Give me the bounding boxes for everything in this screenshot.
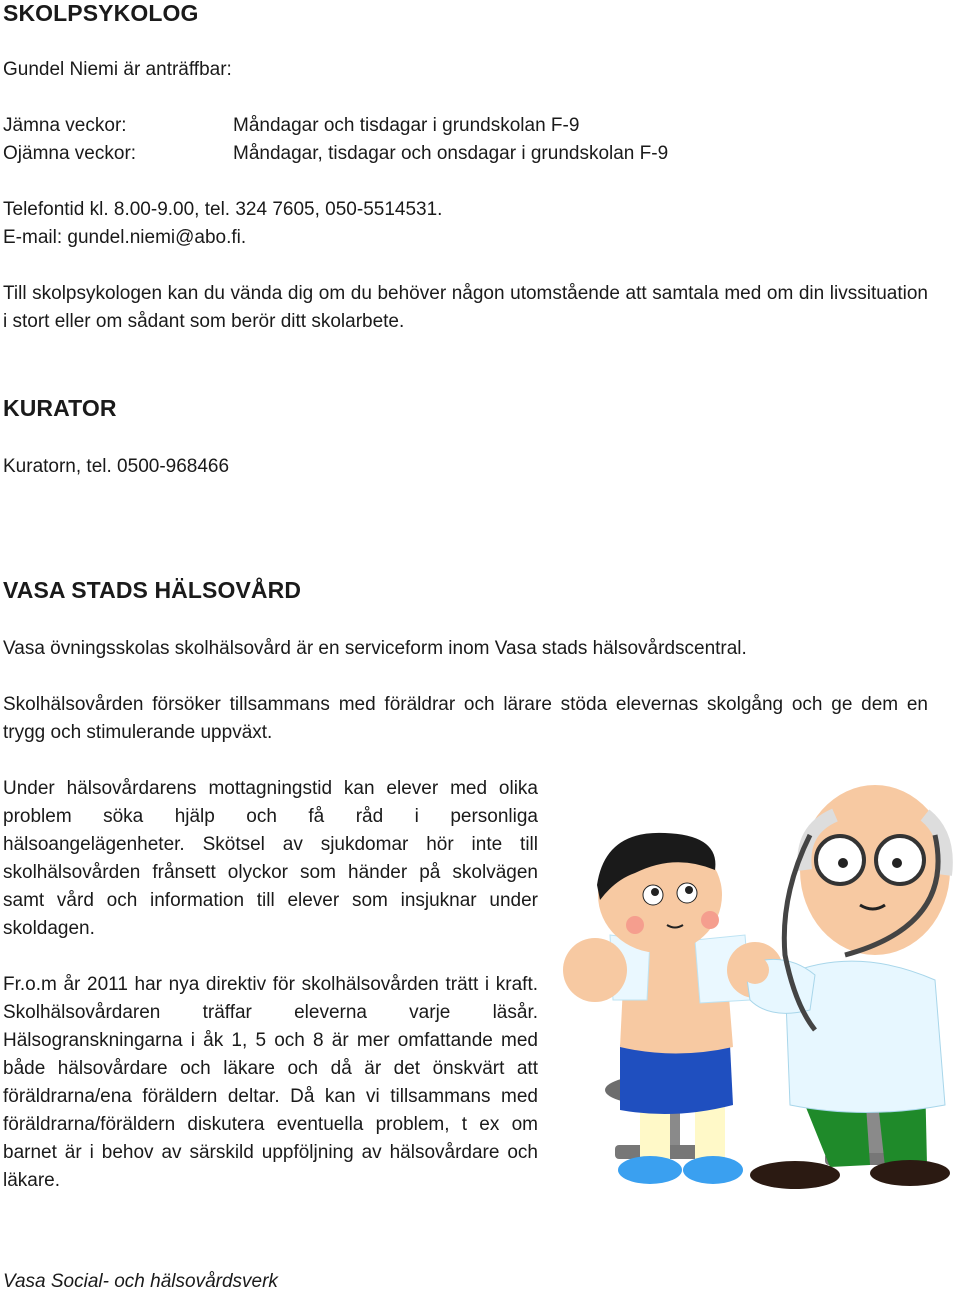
schedule-table xyxy=(3,112,903,168)
schedule-row-even xyxy=(3,112,903,140)
email-line: E-mail: gundel.niemi@abo.fi. xyxy=(3,227,247,248)
health-paragraph-3: Under hälsovårdarens mottagningstid kan elever med olika problem söka hjälp och få råd i personliga hälsoangelägenheter. Skötsel av sjukdomar hör inte till skolhälsovården frånsett olyckor som händer på skolvägen samt vård och information till elever som insjuknar under skoldagen. xyxy=(3,778,538,939)
schedule-label: Jämna veckor: xyxy=(3,115,127,136)
health-paragraph-4: Fr.o.m år 2011 har nya direktiv för skolhälsovården trätt i kraft. Skolhälsovårdaren träffar eleverna varje läsår. Hälsogranskningarna i åk 1, 5 och 8 är mer omfattande med både hälsovårdare och läkare och då är det önskvärt att föräldrarna/ena föräldern deltar. Då kan vi tillsammans med föräldrarna/föräldern diskutera eventuella problem, t ex om barnet är i behov av särskild uppföljning av hälsovårdare och läkare. xyxy=(3,974,538,1191)
doctor-examining-child-illustration xyxy=(555,775,955,1195)
schedule-value: Måndagar och tisdagar i grundskolan F-9 xyxy=(233,115,580,136)
availability-label: Gundel Niemi är anträffbar: xyxy=(3,59,232,80)
psych-intro-paragraph: Till skolpsykologen kan du vända dig om du behöver någon utomstående att samtala med om din livssituation i stort eller om sådant som berör ditt skolarbete. xyxy=(3,283,928,332)
section-heading-halsovard: VASA STADS HÄLSOVÅRD xyxy=(3,577,302,603)
doctor-figure xyxy=(741,785,950,1189)
section-heading-kurator: KURATOR xyxy=(3,395,117,421)
schedule-label: Ojämna veckor: xyxy=(3,143,137,164)
schedule-row-odd xyxy=(3,140,903,168)
kurator-phone: Kuratorn, tel. 0500-968466 xyxy=(3,456,230,477)
footer-organization: Vasa Social- och hälsovårdsverk xyxy=(3,1271,278,1292)
section-heading-skolpsykolog: SKOLPSYKOLOG xyxy=(3,0,199,26)
phone-hours: Telefontid kl. 8.00-9.00, tel. 324 7605, 050-5514531. xyxy=(3,199,443,220)
health-paragraph-1: Vasa övningsskolas skolhälsovård är en serviceform inom Vasa stads hälsovårdscentral. xyxy=(3,638,747,659)
schedule-value: Måndagar, tisdagar och onsdagar i grundskolan F-9 xyxy=(233,143,669,164)
health-paragraph-2: Skolhälsovården försöker tillsammans med föräldrar och lärare stöda elevernas skolgång och ge dem en trygg och stimulerande uppväxt. xyxy=(3,694,928,743)
